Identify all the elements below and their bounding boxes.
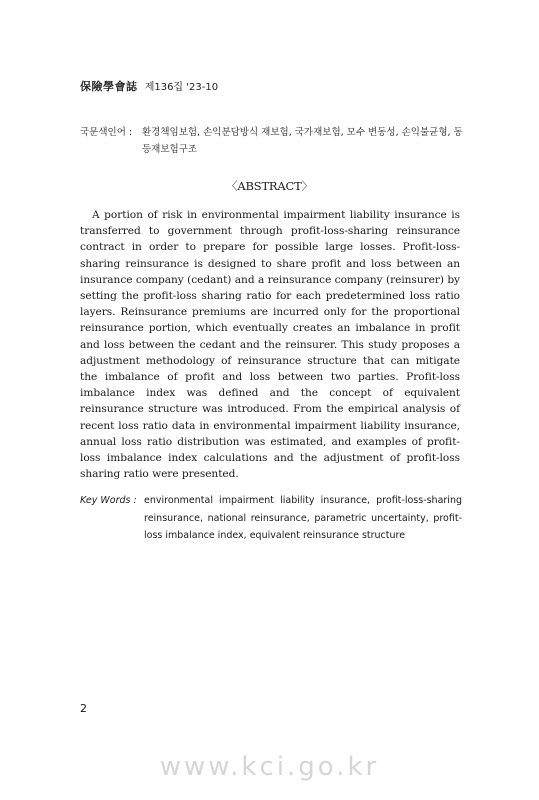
journal-name: 保險學會誌	[80, 80, 138, 93]
english-keywords-label: Key Words :	[80, 495, 137, 506]
issue-info: 제136집 '23-10	[144, 82, 219, 93]
korean-keywords	[80, 124, 470, 158]
watermark: www.kci.go.kr	[159, 752, 380, 782]
english-keywords	[80, 492, 462, 545]
abstract-body: A portion of risk in environmental impairment liability insurance is transferred to government through profit-loss-sharing reinsurance contract in order to prepare for possible large losses. Profit-loss-sharing reinsurance is designed to share profit and loss between an insurance company (cedant) and a reinsurance company (reinsurer) by setting the profit-loss sharing ratio for each predetermined loss ratio layers. Reinsurance premiums are incurred only for the proportional reinsurance portion, which eventually creates an imbalance in profit and loss between the cedant and the reinsurer. This study proposes a adjustment methodology of reinsurance structure that can mitigate the imbalance of profit and loss between two parties. Profit-loss imbalance index was defined and the concept of equivalent reinsurance structure was introduced. From the empirical analysis of recent loss ratio data in environmental impairment liability insurance, annual loss ratio distribution was estimated, and examples of profit-loss imbalance index calculations and the adjustment of profit-loss sharing ratio were presented.	[80, 209, 460, 481]
korean-keywords-label: 국문색인어 :	[80, 127, 133, 138]
abstract-title: 〈ABSTRACT〉	[226, 179, 313, 193]
korean-keywords-text: 환경책임보험, 손익분담방식 재보험, 국가재보험, 모수 변동성, 손익불균형, 동등재보험구조	[142, 127, 463, 155]
page-number: 2	[80, 702, 87, 715]
running-header	[80, 78, 218, 94]
english-keywords-text: environmental impairment liability insurance, profit-loss-sharing reinsurance, national reinsurance, parametric uncertainty, profit-loss imbalance index, equivalent reinsurance structure	[144, 495, 462, 541]
